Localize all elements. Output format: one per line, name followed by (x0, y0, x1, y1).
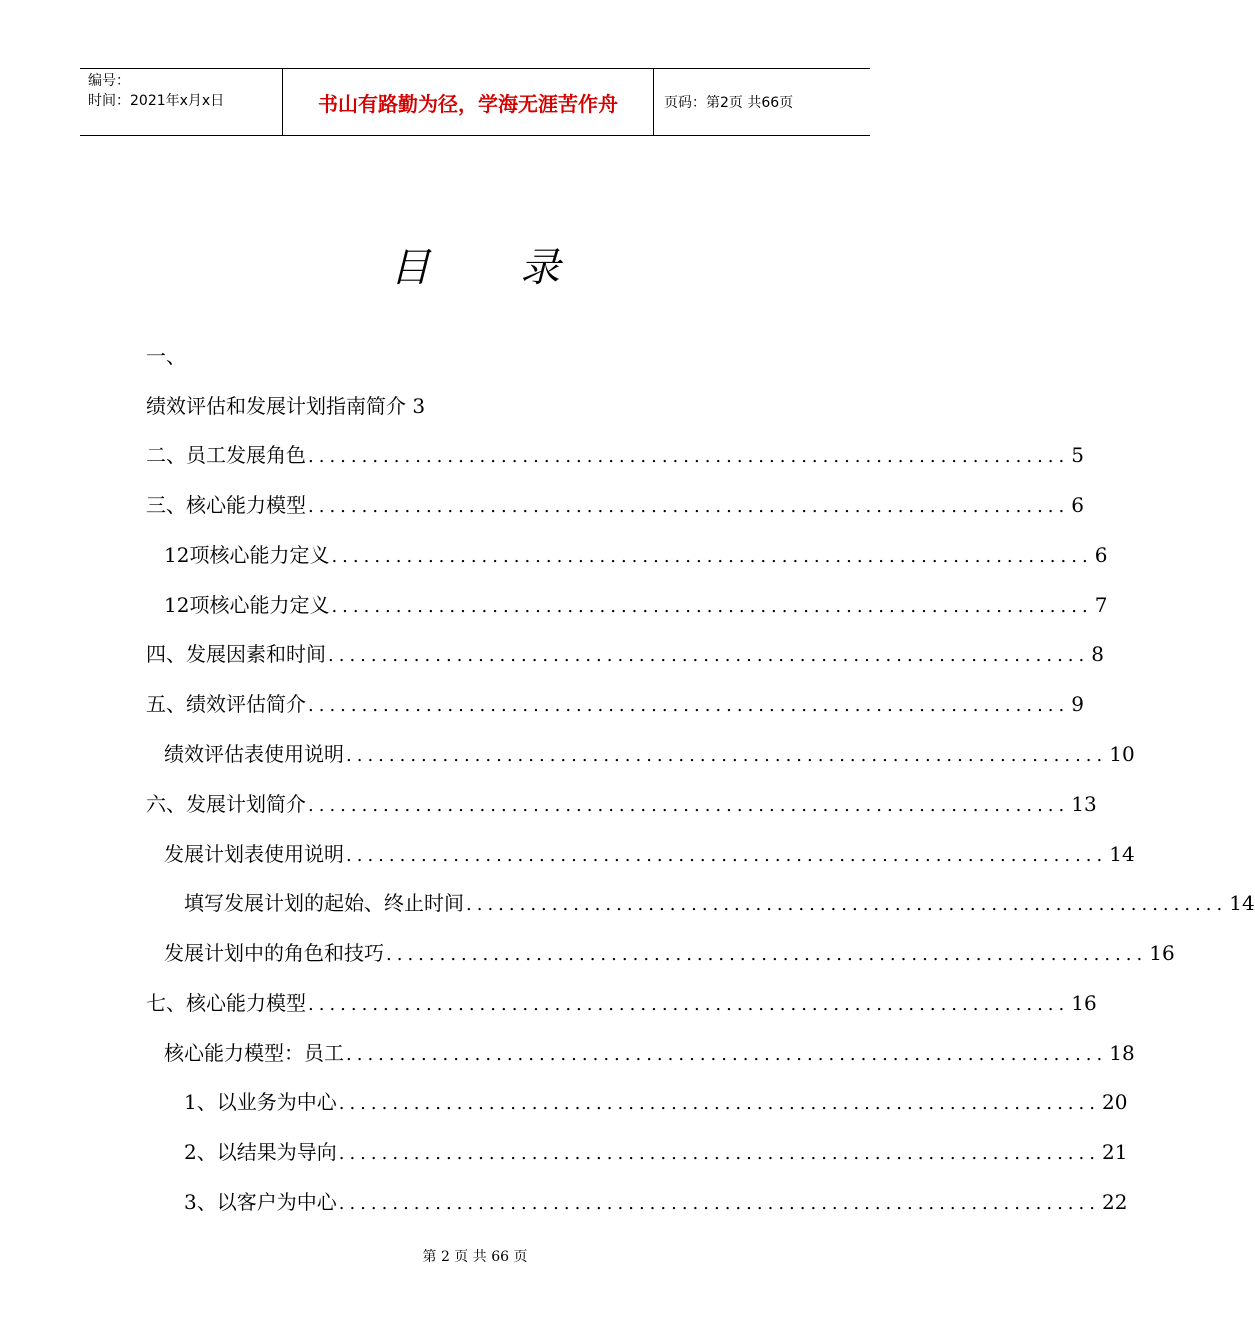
toc-leader: ....................................................................... (308, 695, 1070, 716)
toc-entry[interactable]: 绩效评估表使用说明 ....................................................................... 10 (164, 742, 1135, 766)
toc-leader: ....................................................................... (331, 546, 1093, 567)
toc-leader: ....................................................................... (331, 596, 1093, 617)
toc-entry[interactable]: 2、以结果为导向 ....................................................................... 21 (184, 1140, 1128, 1164)
toc-line-intro[interactable]: 绩效评估和发展计划指南简介 3 (146, 394, 426, 418)
toc-entry[interactable]: 12项核心能力定义 ....................................................................... 7 (164, 593, 1108, 617)
toc-leader: ....................................................................... (338, 1193, 1100, 1214)
toc-leader: ....................................................................... (466, 894, 1228, 915)
toc-entry[interactable]: 七、核心能力模型 ....................................................................... 16 (146, 991, 1097, 1015)
title-char-2: 录 (520, 245, 560, 291)
toc-entry[interactable]: 三、核心能力模型 ....................................................................... 6 (146, 493, 1084, 517)
page-footer: 第 2 页 共 66 页 (422, 1249, 528, 1265)
toc-entry[interactable]: 核心能力模型：员工 ....................................................................... 18 (164, 1041, 1135, 1065)
toc-entry[interactable]: 发展计划表使用说明 ....................................................................... 14 (164, 842, 1135, 866)
toc-leader: ....................................................................... (338, 1093, 1100, 1114)
toc-entry[interactable]: 3、以客户为中心 ....................................................................... 22 (184, 1190, 1128, 1214)
toc-entry[interactable]: 填写发展计划的起始、终止时间 ....................................................................... 14 (184, 891, 1255, 915)
toc-line-heading-1[interactable]: 一、 (146, 344, 186, 368)
toc-leader: ....................................................................... (308, 994, 1070, 1015)
header-meta (80, 69, 282, 135)
toc-leader: ....................................................................... (308, 446, 1070, 467)
toc-leader: ....................................................................... (338, 1143, 1100, 1164)
toc-entry[interactable]: 二、员工发展角色 ....................................................................... 5 (146, 443, 1084, 467)
toc-entry[interactable]: 六、发展计划简介 ....................................................................... 13 (146, 792, 1097, 816)
toc-leader: ....................................................................... (346, 1044, 1108, 1065)
header-number: 编号： (88, 73, 130, 89)
header-time: 时间：2021年x月x日 (88, 93, 225, 109)
page-header (80, 68, 870, 136)
toc-entry[interactable]: 12项核心能力定义 ....................................................................... 6 (164, 543, 1108, 567)
toc-entry[interactable]: 发展计划中的角色和技巧 ....................................................................... 16 (164, 941, 1175, 965)
toc-leader: ....................................................................... (308, 496, 1070, 517)
toc-entry[interactable]: 四、发展因素和时间 ....................................................................... 8 (146, 642, 1104, 666)
title-char-1: 目 (390, 245, 430, 291)
toc-leader: ....................................................................... (346, 845, 1108, 866)
toc-leader: ....................................................................... (328, 645, 1090, 666)
header-page-info: 页码：第2页 共66页 (664, 95, 794, 111)
header-motto: 书山有路勤为径，学海无涯苦作舟 (282, 69, 654, 135)
toc-entry[interactable]: 五、绩效评估简介 ....................................................................... 9 (146, 692, 1084, 716)
toc-entry[interactable]: 1、以业务为中心 ....................................................................... 20 (184, 1090, 1128, 1114)
page-title (0, 236, 950, 293)
toc-leader: ....................................................................... (386, 944, 1148, 965)
toc-leader: ....................................................................... (346, 745, 1108, 766)
toc-leader: ....................................................................... (308, 795, 1070, 816)
